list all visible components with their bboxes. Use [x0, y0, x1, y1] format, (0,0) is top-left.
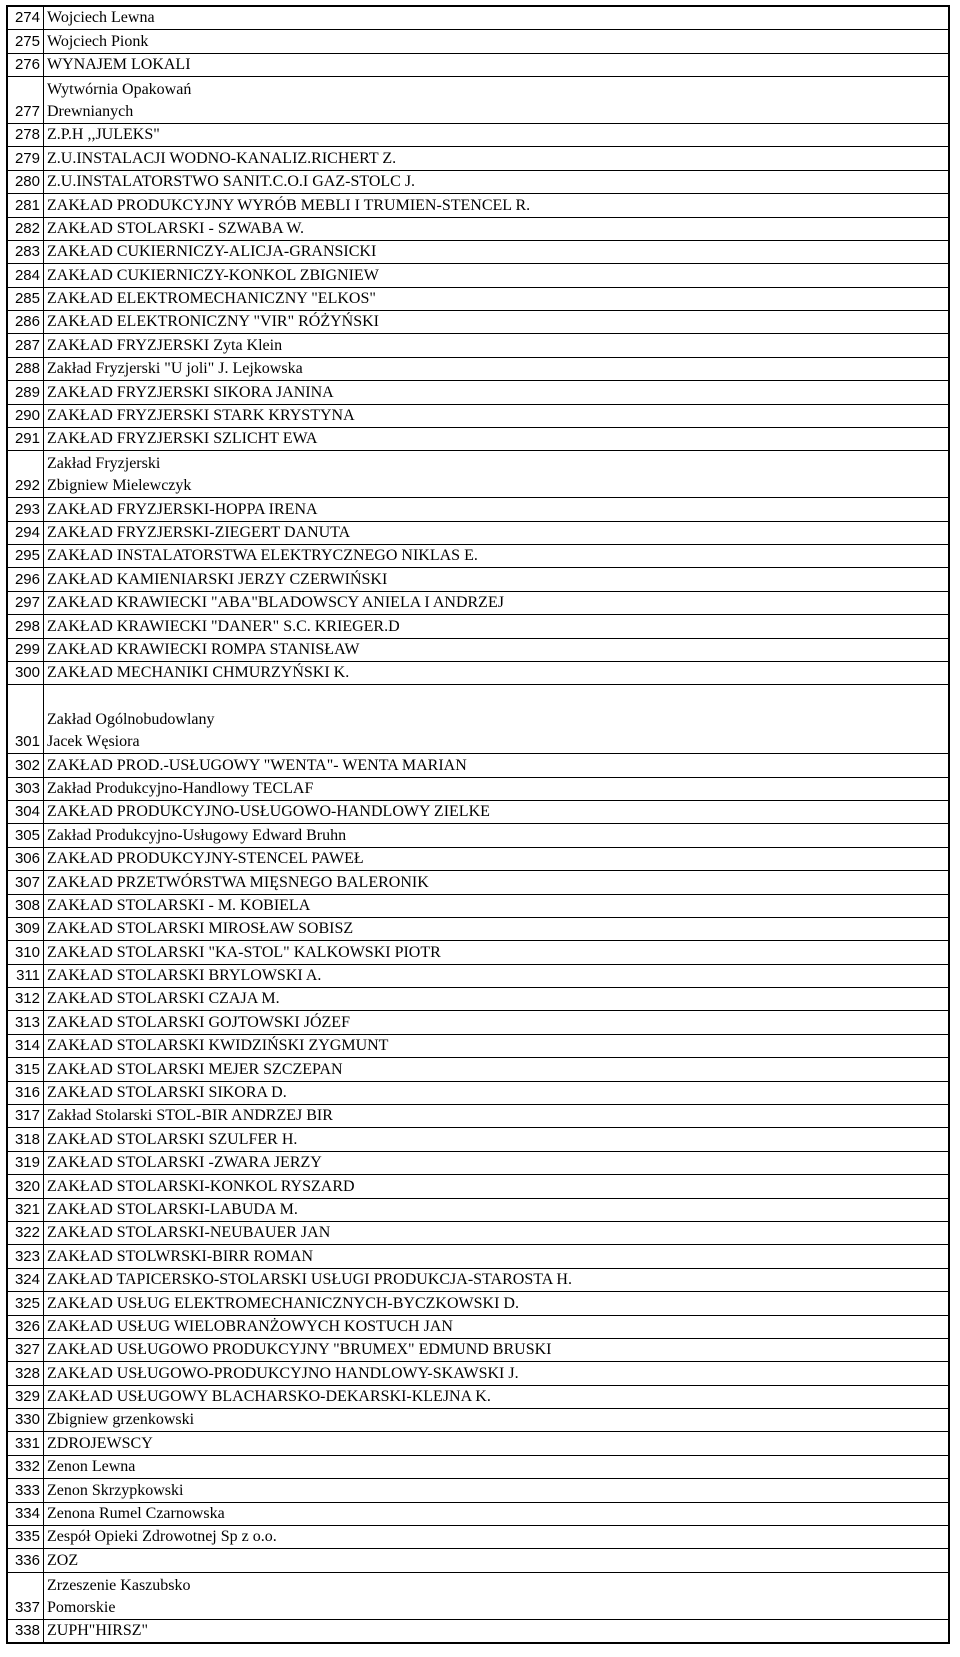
- table-row: [7, 871, 949, 894]
- row-number-cell: 282: [7, 217, 44, 240]
- table-row: [7, 1315, 949, 1338]
- company-name-cell: ZAKŁAD PRODUKCYJNO-USŁUGOWO-HANDLOWY ZIELKE: [44, 800, 950, 823]
- company-name-cell: ZAKŁAD FRYZJERSKI SIKORA JANINA: [44, 381, 950, 404]
- table-row: [7, 568, 949, 591]
- company-name-cell: ZAKŁAD USŁUGOWY BLACHARSKO-DEKARSKI-KLEJNA K.: [44, 1385, 950, 1408]
- company-name-cell: Zakład Stolarski STOL-BIR ANDRZEJ BIR: [44, 1105, 950, 1128]
- company-name-cell: ZOZ: [44, 1549, 950, 1572]
- row-number-cell: 311: [7, 964, 44, 987]
- row-number-cell: 327: [7, 1338, 44, 1361]
- row-number-cell: 329: [7, 1385, 44, 1408]
- company-name-cell: WYNAJEM LOKALI: [44, 53, 950, 76]
- table-row: [7, 545, 949, 568]
- row-number-cell: 310: [7, 941, 44, 964]
- table-row: [7, 964, 949, 987]
- row-number-cell: 290: [7, 404, 44, 427]
- table-row: [7, 894, 949, 917]
- row-number-cell: 337: [7, 1572, 44, 1619]
- company-name-cell: ZAKŁAD STOLARSKI "KA-STOL" KALKOWSKI PIOTR: [44, 941, 950, 964]
- company-name-cell: ZAKŁAD STOLARSKI BRYLOWSKI A.: [44, 964, 950, 987]
- company-name-cell: ZAKŁAD FRYZJERSKI SZLICHT EWA: [44, 428, 950, 451]
- row-number-cell: 330: [7, 1409, 44, 1432]
- company-name-cell: ZAKŁAD TAPICERSKO-STOLARSKI USŁUGI PRODUKCJA-STAROSTA H.: [44, 1268, 950, 1291]
- row-number-cell: 318: [7, 1128, 44, 1151]
- company-name-cell: ZAKŁAD STOLWRSKI-BIRR ROMAN: [44, 1245, 950, 1268]
- row-number-cell: 279: [7, 147, 44, 170]
- table-row: [7, 988, 949, 1011]
- row-number-cell: 301: [7, 685, 44, 754]
- company-name-cell: ZAKŁAD STOLARSKI GOJTOWSKI JÓZEF: [44, 1011, 950, 1034]
- company-name-cell: ZAKŁAD USŁUG WIELOBRANŻOWYCH KOSTUCH JAN: [44, 1315, 950, 1338]
- table-row: [7, 123, 949, 146]
- row-number-cell: 333: [7, 1479, 44, 1502]
- table-row: [7, 1526, 949, 1549]
- table-row: [7, 240, 949, 263]
- row-number-cell: 336: [7, 1549, 44, 1572]
- table-row: [7, 194, 949, 217]
- table-row: [7, 311, 949, 334]
- table-row: [7, 1058, 949, 1081]
- row-number-cell: 324: [7, 1268, 44, 1291]
- company-name-cell: Zenona Rumel Czarnowska: [44, 1502, 950, 1525]
- row-number-cell: 292: [7, 451, 44, 498]
- row-number-cell: 294: [7, 521, 44, 544]
- table-row: [7, 1549, 949, 1572]
- table-row: [7, 1011, 949, 1034]
- row-number-cell: 316: [7, 1081, 44, 1104]
- table-row: [7, 1034, 949, 1057]
- row-number-cell: 277: [7, 77, 44, 124]
- company-name-cell: ZAKŁAD KRAWIECKI "DANER" S.C. KRIEGER.D: [44, 615, 950, 638]
- table-row: [7, 1128, 949, 1151]
- table-row: [7, 1619, 949, 1643]
- company-name-cell: Zakład Fryzjerski Zbigniew Mielewczyk: [44, 451, 950, 498]
- table-row: [7, 1081, 949, 1104]
- company-name-cell: ZAKŁAD STOLARSKI - M. KOBIELA: [44, 894, 950, 917]
- table-row: [7, 754, 949, 777]
- row-number-cell: 285: [7, 287, 44, 310]
- company-name-cell: Zespół Opieki Zdrowotnej Sp z o.o.: [44, 1526, 950, 1549]
- table-row: [7, 217, 949, 240]
- row-number-cell: 319: [7, 1151, 44, 1174]
- company-name-cell: ZAKŁAD STOLARSKI SIKORA D.: [44, 1081, 950, 1104]
- table-row: [7, 170, 949, 193]
- company-name-cell: ZAKŁAD PROD.-USŁUGOWY "WENTA"- WENTA MARIAN: [44, 754, 950, 777]
- company-name-cell: ZAKŁAD CUKIERNICZY-ALICJA-GRANSICKI: [44, 240, 950, 263]
- row-number-cell: 293: [7, 498, 44, 521]
- row-number-cell: 291: [7, 428, 44, 451]
- table-row: [7, 428, 949, 451]
- table-row: [7, 6, 949, 30]
- company-name-cell: Zakład Produkcyjno-Handlowy TECLAF: [44, 777, 950, 800]
- table-row: [7, 638, 949, 661]
- company-name-cell: ZUPH"HIRSZ": [44, 1619, 950, 1643]
- row-number-cell: 283: [7, 240, 44, 263]
- row-number-cell: 304: [7, 800, 44, 823]
- company-name-cell: ZAKŁAD PRODUKCYJNY-STENCEL PAWEŁ: [44, 847, 950, 870]
- company-name-cell: ZAKŁAD FRYZJERSKI STARK KRYSTYNA: [44, 404, 950, 427]
- company-name-cell: ZAKŁAD INSTALATORSTWA ELEKTRYCZNEGO NIKLAS E.: [44, 545, 950, 568]
- company-name-cell: Zenon Lewna: [44, 1455, 950, 1478]
- row-number-cell: 313: [7, 1011, 44, 1034]
- company-name-cell: ZAKŁAD FRYZJERSKI-ZIEGERT DANUTA: [44, 521, 950, 544]
- row-number-cell: 334: [7, 1502, 44, 1525]
- company-name-cell: ZAKŁAD USŁUGOWO-PRODUKCYJNO HANDLOWY-SKAWSKI J.: [44, 1362, 950, 1385]
- table-row: [7, 777, 949, 800]
- row-number-cell: 303: [7, 777, 44, 800]
- table-row: [7, 264, 949, 287]
- table-row: [7, 1432, 949, 1455]
- table-row: [7, 1245, 949, 1268]
- company-name-cell: ZAKŁAD STOLARSKI MEJER SZCZEPAN: [44, 1058, 950, 1081]
- table-row: [7, 404, 949, 427]
- row-number-cell: 299: [7, 638, 44, 661]
- row-number-cell: 309: [7, 917, 44, 940]
- company-name-cell: ZAKŁAD ELEKTROMECHANICZNY "ELKOS": [44, 287, 950, 310]
- company-name-cell: ZAKŁAD CUKIERNICZY-KONKOL ZBIGNIEW: [44, 264, 950, 287]
- row-number-cell: 287: [7, 334, 44, 357]
- row-number-cell: 328: [7, 1362, 44, 1385]
- row-number-cell: 286: [7, 311, 44, 334]
- company-name-cell: ZAKŁAD STOLARSKI -ZWARA JERZY: [44, 1151, 950, 1174]
- table-row: [7, 685, 949, 754]
- table-row: [7, 847, 949, 870]
- row-number-cell: 295: [7, 545, 44, 568]
- table-row: [7, 1502, 949, 1525]
- row-number-cell: 297: [7, 591, 44, 614]
- table-row: [7, 287, 949, 310]
- company-name-cell: Zenon Skrzypkowski: [44, 1479, 950, 1502]
- row-number-cell: 322: [7, 1221, 44, 1244]
- table-row: [7, 334, 949, 357]
- row-number-cell: 317: [7, 1105, 44, 1128]
- company-name-cell: Z.U.INSTALACJI WODNO-KANALIZ.RICHERT Z.: [44, 147, 950, 170]
- company-name-cell: ZAKŁAD USŁUG ELEKTROMECHANICZNYCH-BYCZKOWSKI D.: [44, 1292, 950, 1315]
- row-number-cell: 289: [7, 381, 44, 404]
- company-name-cell: ZAKŁAD STOLARSKI-LABUDA M.: [44, 1198, 950, 1221]
- table-row: [7, 941, 949, 964]
- company-name-cell: ZAKŁAD USŁUGOWO PRODUKCYJNY "BRUMEX" EDMUND BRUSKI: [44, 1338, 950, 1361]
- row-number-cell: 326: [7, 1315, 44, 1338]
- company-name-cell: ZAKŁAD KRAWIECKI ROMPA STANISŁAW: [44, 638, 950, 661]
- table-row: [7, 1479, 949, 1502]
- table-row: [7, 1175, 949, 1198]
- row-number-cell: 306: [7, 847, 44, 870]
- table-row: [7, 53, 949, 76]
- company-name-cell: Z.P.H ,,JULEKS": [44, 123, 950, 146]
- company-name-cell: Zakład Fryzjerski "U joli" J. Lejkowska: [44, 357, 950, 380]
- company-name-cell: Wojciech Lewna: [44, 6, 950, 30]
- table-row: [7, 661, 949, 684]
- table-row: [7, 615, 949, 638]
- row-number-cell: 307: [7, 871, 44, 894]
- table-row: [7, 1268, 949, 1291]
- row-number-cell: 281: [7, 194, 44, 217]
- company-name-cell: Zbigniew grzenkowski: [44, 1409, 950, 1432]
- company-name-cell: Wytwórnia Opakowań Drewnianych: [44, 77, 950, 124]
- row-number-cell: 321: [7, 1198, 44, 1221]
- registry-table: [6, 5, 950, 1644]
- company-name-cell: ZAKŁAD FRYZJERSKI-HOPPA IRENA: [44, 498, 950, 521]
- company-name-cell: Zakład Ogólnobudowlany Jacek Węsiora: [44, 685, 950, 754]
- row-number-cell: 332: [7, 1455, 44, 1478]
- row-number-cell: 320: [7, 1175, 44, 1198]
- company-name-cell: ZAKŁAD STOLARSKI - SZWABA W.: [44, 217, 950, 240]
- company-name-cell: ZAKŁAD PRZETWÓRSTWA MIĘSNEGO BALERONIK: [44, 871, 950, 894]
- company-name-cell: Wojciech Pionk: [44, 30, 950, 53]
- company-name-cell: ZAKŁAD STOLARSKI KWIDZIŃSKI ZYGMUNT: [44, 1034, 950, 1057]
- row-number-cell: 315: [7, 1058, 44, 1081]
- table-row: [7, 1221, 949, 1244]
- table-row: [7, 824, 949, 847]
- row-number-cell: 275: [7, 30, 44, 53]
- company-name-cell: ZAKŁAD STOLARSKI CZAJA M.: [44, 988, 950, 1011]
- row-number-cell: 274: [7, 6, 44, 30]
- company-name-cell: ZAKŁAD KAMIENIARSKI JERZY CZERWIŃSKI: [44, 568, 950, 591]
- table-row: [7, 357, 949, 380]
- company-name-cell: ZAKŁAD STOLARSKI-NEUBAUER JAN: [44, 1221, 950, 1244]
- table-row: [7, 1105, 949, 1128]
- row-number-cell: 338: [7, 1619, 44, 1643]
- company-name-cell: ZAKŁAD FRYZJERSKI Zyta Klein: [44, 334, 950, 357]
- company-name-cell: Z.U.INSTALATORSTWO SANIT.C.O.I GAZ-STOLC J.: [44, 170, 950, 193]
- company-name-cell: ZAKŁAD ELEKTRONICZNY "VIR" RÓŻYŃSKI: [44, 311, 950, 334]
- row-number-cell: 325: [7, 1292, 44, 1315]
- row-number-cell: 335: [7, 1526, 44, 1549]
- row-number-cell: 323: [7, 1245, 44, 1268]
- row-number-cell: 300: [7, 661, 44, 684]
- table-row: [7, 591, 949, 614]
- table-row: [7, 800, 949, 823]
- row-number-cell: 284: [7, 264, 44, 287]
- row-number-cell: 280: [7, 170, 44, 193]
- company-name-cell: ZAKŁAD STOLARSKI MIROSŁAW SOBISZ: [44, 917, 950, 940]
- company-name-cell: ZAKŁAD MECHANIKI CHMURZYŃSKI K.: [44, 661, 950, 684]
- table-row: [7, 1572, 949, 1619]
- table-row: [7, 1292, 949, 1315]
- table-row: [7, 381, 949, 404]
- row-number-cell: 296: [7, 568, 44, 591]
- table-row: [7, 1198, 949, 1221]
- row-number-cell: 331: [7, 1432, 44, 1455]
- table-row: [7, 917, 949, 940]
- table-row: [7, 498, 949, 521]
- table-row: [7, 1338, 949, 1361]
- row-number-cell: 312: [7, 988, 44, 1011]
- table-row: [7, 77, 949, 124]
- row-number-cell: 308: [7, 894, 44, 917]
- table-row: [7, 147, 949, 170]
- table-row: [7, 1385, 949, 1408]
- table-row: [7, 1455, 949, 1478]
- table-row: [7, 1151, 949, 1174]
- company-name-cell: ZDROJEWSCY: [44, 1432, 950, 1455]
- row-number-cell: 278: [7, 123, 44, 146]
- table-row: [7, 1409, 949, 1432]
- row-number-cell: 298: [7, 615, 44, 638]
- table-row: [7, 521, 949, 544]
- row-number-cell: 288: [7, 357, 44, 380]
- row-number-cell: 302: [7, 754, 44, 777]
- company-name-cell: Zrzeszenie Kaszubsko Pomorskie: [44, 1572, 950, 1619]
- row-number-cell: 314: [7, 1034, 44, 1057]
- row-number-cell: 305: [7, 824, 44, 847]
- row-number-cell: 276: [7, 53, 44, 76]
- company-name-cell: ZAKŁAD KRAWIECKI "ABA"BLADOWSCY ANIELA I ANDRZEJ: [44, 591, 950, 614]
- table-row: [7, 30, 949, 53]
- company-name-cell: ZAKŁAD STOLARSKI-KONKOL RYSZARD: [44, 1175, 950, 1198]
- table-row: [7, 451, 949, 498]
- company-name-cell: ZAKŁAD PRODUKCYJNY WYRÓB MEBLI I TRUMIEN-STENCEL R.: [44, 194, 950, 217]
- table-row: [7, 1362, 949, 1385]
- company-name-cell: ZAKŁAD STOLARSKI SZULFER H.: [44, 1128, 950, 1151]
- registry-table-body: [7, 6, 949, 1643]
- company-name-cell: Zakład Produkcyjno-Usługowy Edward Bruhn: [44, 824, 950, 847]
